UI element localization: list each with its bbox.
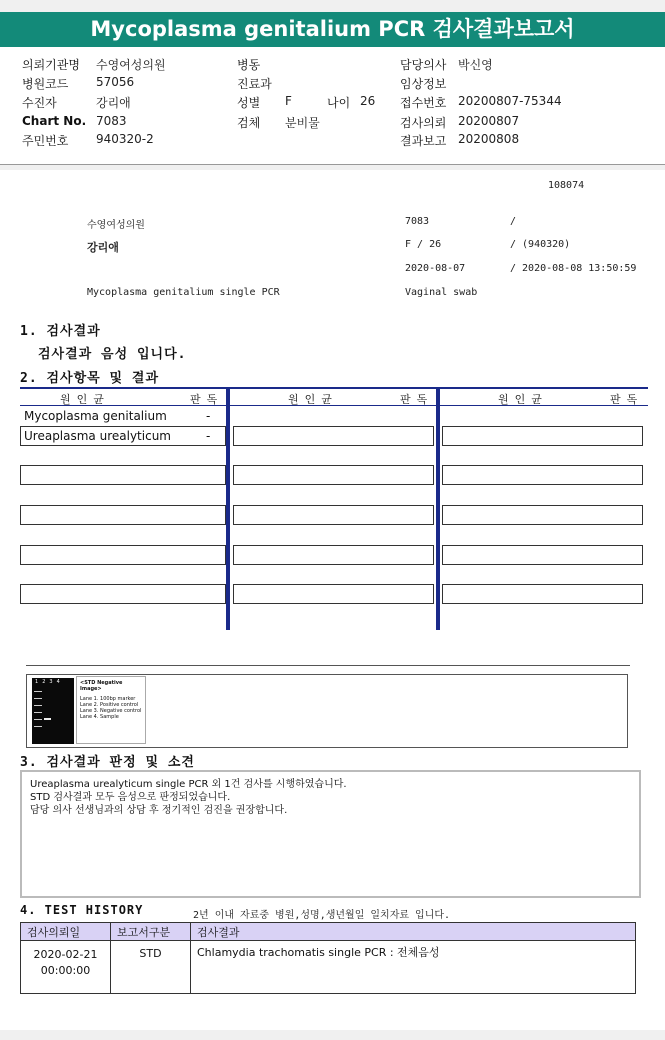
result-cell: [442, 584, 643, 604]
history-date: 2020-02-21: [33, 948, 98, 961]
hospital-code-value: 57056: [96, 75, 135, 89]
section1-summary: 검사결과 음성 입니다.: [38, 347, 187, 362]
specimen-label: 검체: [237, 116, 261, 130]
section4-heading: 4. TEST HISTORY: [20, 903, 144, 917]
gel-band: [34, 719, 42, 720]
table-row: [21, 941, 636, 994]
history-type: STD: [111, 941, 191, 994]
gel-caption-line: Lane 3. Negative control: [80, 708, 142, 714]
finding-line: STD 검사결과 모두 음성으로 판정되었습니다.: [30, 792, 231, 803]
gel-caption-title: <STD Negative Image>: [80, 680, 123, 692]
result-judge: -: [206, 409, 211, 423]
result-judge: -: [206, 429, 211, 443]
gel-electrophoresis-image: [32, 678, 74, 744]
column-divider: [436, 387, 440, 630]
col-pathogen-label: 원인균: [288, 393, 338, 406]
result-cell: [442, 426, 643, 446]
col-result-header: 검사결과: [191, 923, 636, 941]
result-cell: [233, 426, 434, 446]
gel-band: [34, 698, 42, 699]
patient-value: 강리애: [96, 96, 131, 110]
gel-band: [34, 712, 42, 713]
hospital-value: 수영여성의원: [96, 58, 166, 72]
section2-heading: 2. 검사항목 및 결과: [20, 371, 160, 386]
result-cell: [233, 465, 434, 485]
age-label: 나이: [327, 96, 351, 110]
history-time: 00:00:00: [40, 964, 91, 977]
col-judge-label: 판독: [400, 393, 434, 406]
chart-value: 7083: [96, 114, 127, 128]
result-cell: [233, 584, 434, 604]
info-sex-age: F / 26: [405, 239, 442, 250]
info-date-received: 2020-08-07: [405, 263, 466, 274]
col-judge-label: 판독: [190, 393, 224, 406]
doctor-label: 담당의사: [400, 58, 447, 72]
gel-band: [34, 726, 42, 727]
gel-band: [44, 718, 51, 720]
col-judge-label: 판독: [610, 393, 644, 406]
table-header-row: [21, 923, 636, 941]
clinical-label: 임상정보: [400, 77, 447, 91]
rrn-label: 주민번호: [22, 134, 69, 148]
info-test-name: Mycoplasma genitalium single PCR: [87, 287, 280, 298]
report-date-label: 결과보고: [400, 134, 447, 148]
finding-line: 담당 의사 선생님과의 상담 후 정기적인 검진을 권장합니다.: [30, 805, 288, 816]
report-title: Mycoplasma genitalium PCR 검사결과보고서: [0, 12, 665, 47]
request-label: 검사의뢰: [400, 116, 447, 130]
report-id: 108074: [548, 180, 585, 191]
history-note: 2년 이내 자료중 병원,성명,생년월일 일치자료 입니다.: [193, 910, 451, 921]
col-header-1: [20, 387, 228, 406]
col-date-header: 검사의뢰일: [21, 923, 111, 941]
info-name: 강리애: [87, 241, 119, 254]
result-cell: [442, 545, 643, 565]
report-header: [0, 47, 665, 165]
info-date-reported: / 2020-08-08 13:50:59: [510, 263, 637, 274]
ward-label: 병동: [237, 58, 261, 72]
gel-band: [34, 705, 42, 706]
gel-band: [34, 691, 42, 692]
info-clinic: 수영여성의원: [87, 220, 145, 231]
rrn-value: 940320-2: [96, 132, 154, 146]
result-cell: [20, 505, 226, 525]
chart-label: Chart No.: [22, 114, 87, 128]
gel-lane-labels: [35, 679, 64, 685]
lane-label: 2: [42, 679, 50, 685]
result-cell: [442, 505, 643, 525]
gel-caption-line: Lane 2. Positive control: [80, 702, 139, 708]
age-value: 26: [360, 94, 376, 108]
result-cell: [20, 584, 226, 604]
receipt-value: 20200807-75344: [458, 94, 562, 108]
request-value: 20200807: [458, 114, 520, 128]
gel-caption-line: Lane 1. 100bp marker: [80, 696, 136, 702]
column-divider: [226, 387, 230, 630]
section1-heading: 1. 검사결과: [20, 324, 101, 339]
result-cell: [442, 465, 643, 485]
col-header-2: [230, 387, 438, 406]
history-result: Chlamydia trachomatis single PCR : 전체음성: [191, 941, 636, 994]
hospital-code-label: 병원코드: [22, 77, 69, 91]
gel-caption-line: Lane 4. Sample: [80, 714, 119, 720]
info-birth: / (940320): [510, 239, 571, 250]
sex-value: F: [285, 94, 292, 108]
doctor-value: 박신영: [458, 58, 493, 72]
result-cell: [233, 545, 434, 565]
gel-caption: [76, 676, 146, 744]
result-cell: [233, 505, 434, 525]
finding-line: Ureaplasma urealyticum single PCR 외 1건 검사를 시행하였습니다.: [30, 779, 347, 790]
info-specimen-type: Vaginal swab: [405, 287, 478, 298]
lane-label: 3: [49, 679, 57, 685]
lane-label: 4: [56, 679, 64, 685]
specimen-value: 분비물: [285, 116, 320, 130]
lane-label: 1: [35, 679, 43, 685]
test-history-table: [20, 922, 636, 994]
result-pathogen: Ureaplasma urealyticum: [24, 429, 171, 443]
result-pathogen: Mycoplasma genitalium: [24, 409, 167, 423]
col-pathogen-label: 원인균: [498, 393, 548, 406]
result-cell: [20, 545, 226, 565]
sex-label: 성별: [237, 96, 261, 110]
col-type-header: 보고서구분: [111, 923, 191, 941]
findings-box: [20, 770, 641, 898]
result-cell: [20, 465, 226, 485]
divider: [26, 665, 630, 666]
col-pathogen-label: 원인균: [60, 393, 110, 406]
hospital-label: 의뢰기관명: [22, 58, 80, 72]
receipt-label: 접수번호: [400, 96, 447, 110]
dept-label: 진료과: [237, 77, 272, 91]
patient-label: 수진자: [22, 96, 57, 110]
section3-heading: 3. 검사결과 판정 및 소견: [20, 755, 195, 770]
info-chart-no: 7083: [405, 216, 430, 227]
col-header-3: [440, 387, 648, 406]
history-date-cell: [21, 941, 111, 994]
info-slash: /: [510, 216, 517, 227]
report-date-value: 20200808: [458, 132, 520, 146]
